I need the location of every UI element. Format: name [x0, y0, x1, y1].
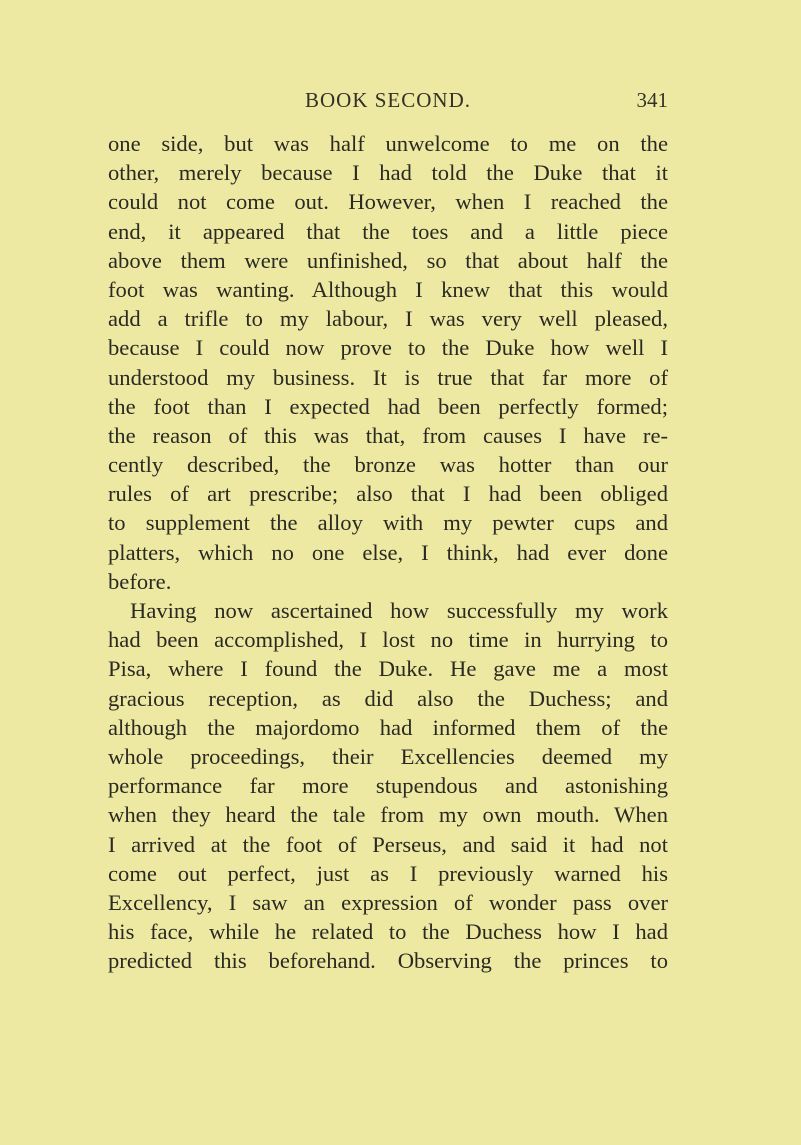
text-line: before. — [108, 568, 172, 594]
text-line: although the majordomo had informed them of the — [108, 714, 668, 740]
paragraph-2 — [108, 596, 668, 975]
text-line: Having now ascertained how successfully my work — [130, 598, 668, 623]
text-line: to supplement the alloy with my pewter cups and — [108, 510, 668, 536]
text-line: whole proceedings, their Excellencies deemed my — [108, 743, 668, 769]
text-line: predicted this beforehand. Observing the princes to — [108, 948, 668, 974]
text-line: understood my business. It is true that far more of — [108, 364, 668, 390]
text-line: above them were unfinished, so that about half the — [108, 247, 668, 273]
text-line: cently described, the bronze was hotter than our — [108, 452, 668, 478]
text-line: one side, but was half unwelcome to me on the — [108, 131, 668, 156]
text-line: his face, while he related to the Duchess how I had — [108, 919, 668, 945]
text-line: because I could now prove to the Duke how well I — [108, 335, 668, 361]
text-line: other, merely because I had told the Duke that it — [108, 160, 668, 186]
body-text — [108, 129, 668, 975]
text-line: the foot than I expected had been perfectly formed; — [108, 393, 668, 419]
text-line: foot was wanting. Although I knew that this would — [108, 276, 668, 302]
running-head — [108, 88, 668, 118]
running-title: BOOK SECOND. — [304, 88, 471, 112]
text-line: come out perfect, just as I previously warned his — [108, 860, 668, 886]
paragraph-1 — [108, 129, 668, 596]
text-line: the reason of this was that, from causes I have re- — [108, 422, 668, 448]
text-line: could not come out. However, when I reached the — [108, 189, 668, 215]
text-line: rules of art prescribe; also that I had been obliged — [108, 481, 668, 507]
text-line: had been accomplished, I lost no time in hurrying to — [108, 627, 668, 653]
text-line: Excellency, I saw an expression of wonder pass over — [108, 889, 668, 915]
text-line: when they heard the tale from my own mouth. When — [108, 802, 668, 828]
text-line: Pisa, where I found the Duke. He gave me a most — [108, 656, 668, 682]
text-line: platters, which no one else, I think, had ever done — [108, 539, 668, 565]
text-line: I arrived at the foot of Perseus, and said it had not — [108, 831, 668, 857]
text-line: gracious reception, as did also the Duchess; and — [108, 685, 668, 711]
text-line: performance far more stupendous and astonishing — [108, 773, 668, 799]
text-line: add a trifle to my labour, I was very well pleased, — [108, 306, 668, 332]
text-line: end, it appeared that the toes and a little piece — [108, 218, 668, 244]
page-number: 341 — [636, 88, 668, 112]
